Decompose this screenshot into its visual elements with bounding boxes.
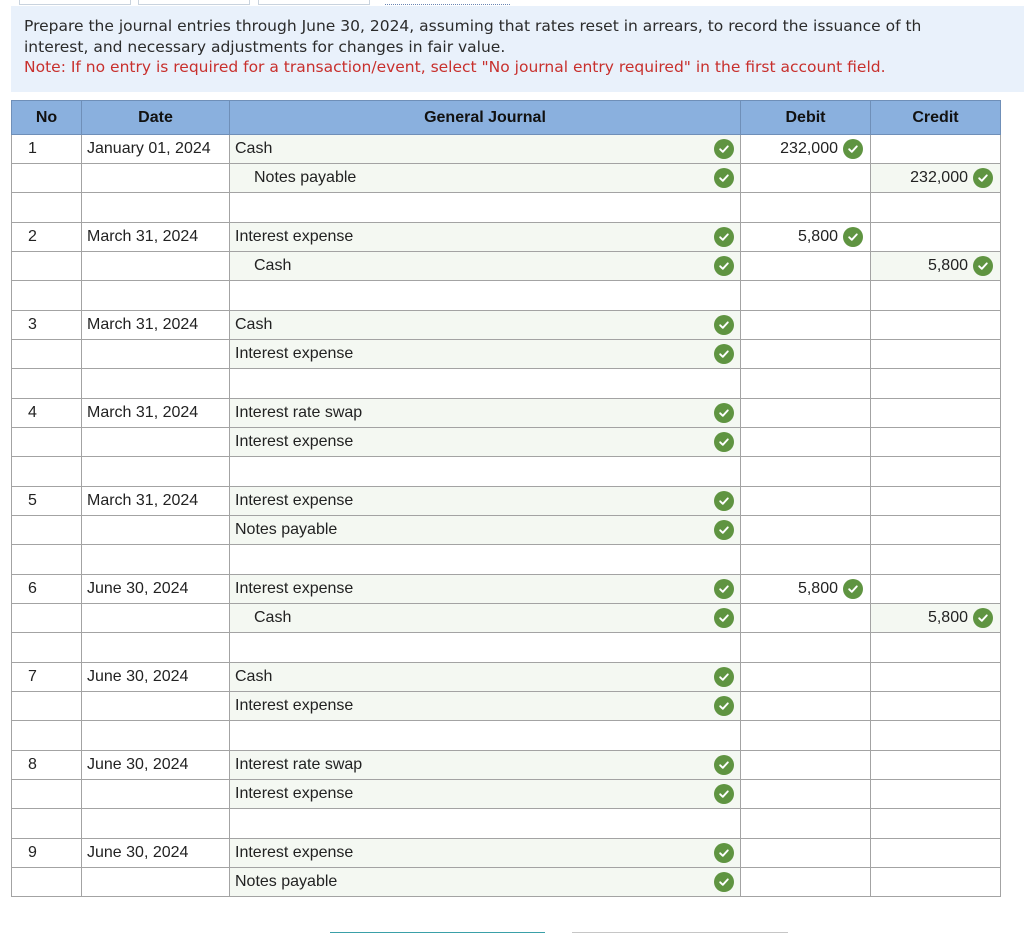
entry-number-empty bbox=[12, 340, 82, 369]
spacer-cell bbox=[12, 369, 82, 399]
entry-number-empty bbox=[12, 252, 82, 281]
account-select[interactable] bbox=[230, 868, 741, 897]
check-circle-icon bbox=[714, 872, 734, 892]
entry-date-empty bbox=[82, 868, 230, 897]
top-tab[interactable] bbox=[138, 0, 250, 5]
journal-row bbox=[12, 663, 1001, 692]
account-select[interactable] bbox=[230, 663, 741, 692]
spacer-cell bbox=[82, 369, 230, 399]
spacer-cell bbox=[871, 633, 1001, 663]
spacer-cell bbox=[741, 193, 871, 223]
credit-input[interactable] bbox=[871, 575, 1001, 604]
instruction-note: Note: If no entry is required for a transaction/event, select "No journal entry required" in the first account field. bbox=[24, 58, 886, 76]
check-circle-icon bbox=[843, 579, 863, 599]
journal-table bbox=[11, 100, 1001, 897]
credit-input[interactable] bbox=[871, 223, 1001, 252]
journal-row bbox=[12, 399, 1001, 428]
bottom-button-right[interactable] bbox=[572, 932, 788, 936]
journal-row bbox=[12, 428, 1001, 457]
spacer-cell bbox=[12, 721, 82, 751]
spacer-cell bbox=[230, 545, 741, 575]
account-select[interactable] bbox=[230, 575, 741, 604]
journal-row bbox=[12, 780, 1001, 809]
entry-number: 1 bbox=[12, 135, 82, 164]
credit-input[interactable] bbox=[871, 868, 1001, 897]
debit-input[interactable] bbox=[741, 164, 871, 193]
entry-number: 5 bbox=[12, 487, 82, 516]
account-name: Notes payable bbox=[235, 521, 338, 538]
journal-row bbox=[12, 868, 1001, 897]
entry-date[interactable]: June 30, 2024 bbox=[82, 839, 230, 868]
check-circle-icon bbox=[714, 843, 734, 863]
journal-row bbox=[12, 751, 1001, 780]
journal-row-spacer bbox=[12, 721, 1001, 751]
journal-row-spacer bbox=[12, 545, 1001, 575]
entry-date[interactable]: March 31, 2024 bbox=[82, 487, 230, 516]
header-date: Date bbox=[82, 101, 230, 135]
debit-input[interactable] bbox=[741, 311, 871, 340]
account-name: Interest expense bbox=[235, 580, 354, 597]
spacer-cell bbox=[82, 721, 230, 751]
account-name: Interest rate swap bbox=[235, 756, 363, 773]
credit-input[interactable] bbox=[871, 839, 1001, 868]
journal-row-spacer bbox=[12, 369, 1001, 399]
spacer-cell bbox=[741, 369, 871, 399]
bottom-button-left[interactable] bbox=[330, 932, 545, 936]
account-name: Cash bbox=[254, 609, 292, 626]
spacer-cell bbox=[871, 369, 1001, 399]
entry-number-empty bbox=[12, 164, 82, 193]
check-circle-icon bbox=[714, 784, 734, 804]
credit-input[interactable] bbox=[871, 311, 1001, 340]
account-name: Notes payable bbox=[254, 169, 357, 186]
spacer-cell bbox=[82, 193, 230, 223]
account-name: Interest expense bbox=[235, 697, 354, 714]
spacer-cell bbox=[230, 809, 741, 839]
debit-input[interactable] bbox=[741, 663, 871, 692]
spacer-cell bbox=[12, 281, 82, 311]
spacer-cell bbox=[230, 721, 741, 751]
entry-number-empty bbox=[12, 604, 82, 633]
journal-row-spacer bbox=[12, 193, 1001, 223]
spacer-cell bbox=[741, 721, 871, 751]
credit-input[interactable] bbox=[871, 604, 1001, 633]
entry-date[interactable]: June 30, 2024 bbox=[82, 751, 230, 780]
account-name: Interest expense bbox=[235, 492, 354, 509]
debit-input[interactable] bbox=[741, 399, 871, 428]
entry-date-empty bbox=[82, 252, 230, 281]
account-select[interactable] bbox=[230, 311, 741, 340]
credit-input[interactable] bbox=[871, 135, 1001, 164]
account-name: Cash bbox=[235, 316, 273, 333]
entry-number: 6 bbox=[12, 575, 82, 604]
journal-row bbox=[12, 487, 1001, 516]
spacer-cell bbox=[230, 193, 741, 223]
check-circle-icon bbox=[714, 579, 734, 599]
debit-value: 5,800 bbox=[797, 580, 838, 597]
entry-date[interactable]: March 31, 2024 bbox=[82, 223, 230, 252]
credit-input[interactable] bbox=[871, 399, 1001, 428]
credit-value: 5,800 bbox=[927, 609, 968, 626]
check-circle-icon bbox=[714, 755, 734, 775]
check-circle-icon bbox=[714, 608, 734, 628]
journal-header-row bbox=[12, 101, 1001, 135]
credit-value: 5,800 bbox=[927, 257, 968, 274]
spacer-cell bbox=[741, 633, 871, 663]
spacer-cell bbox=[230, 281, 741, 311]
entry-number-empty bbox=[12, 516, 82, 545]
check-circle-icon bbox=[714, 696, 734, 716]
credit-input[interactable] bbox=[871, 751, 1001, 780]
entry-number-empty bbox=[12, 780, 82, 809]
credit-input[interactable] bbox=[871, 428, 1001, 457]
journal-row bbox=[12, 252, 1001, 281]
journal-row bbox=[12, 604, 1001, 633]
account-select[interactable] bbox=[230, 223, 741, 252]
journal-row bbox=[12, 340, 1001, 369]
debit-input[interactable] bbox=[741, 692, 871, 721]
spacer-cell bbox=[871, 721, 1001, 751]
account-select[interactable] bbox=[230, 487, 741, 516]
entry-number: 8 bbox=[12, 751, 82, 780]
account-name: Interest expense bbox=[235, 345, 354, 362]
top-tab[interactable] bbox=[19, 0, 131, 5]
instruction-line-1: Prepare the journal entries through June 30, 2024, assuming that rates reset in arrears, to record the issuance of th bbox=[24, 17, 922, 35]
journal-row bbox=[12, 839, 1001, 868]
entry-date-empty bbox=[82, 692, 230, 721]
entry-number-empty bbox=[12, 692, 82, 721]
entry-number-empty bbox=[12, 868, 82, 897]
debit-input[interactable] bbox=[741, 223, 871, 252]
journal-row-spacer bbox=[12, 281, 1001, 311]
spacer-cell bbox=[230, 457, 741, 487]
instruction-line-2: interest, and necessary adjustments for changes in fair value. bbox=[24, 37, 506, 56]
account-select[interactable] bbox=[230, 516, 741, 545]
header-general-journal: General Journal bbox=[230, 101, 741, 135]
account-name: Cash bbox=[235, 668, 273, 685]
check-circle-icon bbox=[973, 256, 993, 276]
spacer-cell bbox=[741, 457, 871, 487]
entry-date[interactable]: January 01, 2024 bbox=[82, 135, 230, 164]
journal-row-spacer bbox=[12, 633, 1001, 663]
spacer-cell bbox=[871, 809, 1001, 839]
entry-date[interactable]: June 30, 2024 bbox=[82, 575, 230, 604]
check-circle-icon bbox=[714, 168, 734, 188]
entry-number: 7 bbox=[12, 663, 82, 692]
entry-number: 2 bbox=[12, 223, 82, 252]
check-circle-icon bbox=[714, 667, 734, 687]
debit-input[interactable] bbox=[741, 575, 871, 604]
account-select[interactable] bbox=[230, 604, 741, 633]
account-name: Interest rate swap bbox=[235, 404, 363, 421]
entry-date-empty bbox=[82, 340, 230, 369]
debit-input[interactable] bbox=[741, 780, 871, 809]
spacer-cell bbox=[12, 457, 82, 487]
credit-input[interactable] bbox=[871, 780, 1001, 809]
check-circle-icon bbox=[843, 139, 863, 159]
journal-row bbox=[12, 223, 1001, 252]
account-name: Notes payable bbox=[235, 873, 338, 890]
credit-input[interactable] bbox=[871, 487, 1001, 516]
check-circle-icon bbox=[714, 432, 734, 452]
check-circle-icon bbox=[714, 227, 734, 247]
credit-input[interactable] bbox=[871, 692, 1001, 721]
top-tab-dotted bbox=[385, 0, 510, 5]
debit-input[interactable] bbox=[741, 340, 871, 369]
account-select[interactable] bbox=[230, 164, 741, 193]
spacer-cell bbox=[12, 633, 82, 663]
debit-input[interactable] bbox=[741, 487, 871, 516]
debit-input[interactable] bbox=[741, 868, 871, 897]
spacer-cell bbox=[871, 193, 1001, 223]
check-circle-icon bbox=[843, 227, 863, 247]
spacer-cell bbox=[82, 633, 230, 663]
spacer-cell bbox=[871, 457, 1001, 487]
entry-number: 9 bbox=[12, 839, 82, 868]
credit-input[interactable] bbox=[871, 340, 1001, 369]
entry-date[interactable]: March 31, 2024 bbox=[82, 311, 230, 340]
entry-date[interactable]: June 30, 2024 bbox=[82, 663, 230, 692]
spacer-cell bbox=[82, 457, 230, 487]
journal-row-spacer bbox=[12, 809, 1001, 839]
spacer-cell bbox=[741, 545, 871, 575]
debit-input[interactable] bbox=[741, 252, 871, 281]
account-name: Interest expense bbox=[235, 433, 354, 450]
journal-row bbox=[12, 164, 1001, 193]
entry-number: 4 bbox=[12, 399, 82, 428]
account-select[interactable] bbox=[230, 780, 741, 809]
check-circle-icon bbox=[714, 403, 734, 423]
entry-date-empty bbox=[82, 516, 230, 545]
check-circle-icon bbox=[714, 491, 734, 511]
spacer-cell bbox=[230, 633, 741, 663]
account-select[interactable] bbox=[230, 135, 741, 164]
spacer-cell bbox=[230, 369, 741, 399]
top-tab[interactable] bbox=[258, 0, 370, 5]
credit-input[interactable] bbox=[871, 252, 1001, 281]
account-select[interactable] bbox=[230, 399, 741, 428]
spacer-cell bbox=[82, 545, 230, 575]
check-circle-icon bbox=[714, 520, 734, 540]
account-select[interactable] bbox=[230, 692, 741, 721]
account-name: Cash bbox=[254, 257, 292, 274]
account-name: Interest expense bbox=[235, 228, 354, 245]
debit-input[interactable] bbox=[741, 516, 871, 545]
spacer-cell bbox=[741, 281, 871, 311]
spacer-cell bbox=[871, 281, 1001, 311]
credit-input[interactable] bbox=[871, 663, 1001, 692]
account-select[interactable] bbox=[230, 751, 741, 780]
spacer-cell bbox=[871, 545, 1001, 575]
entry-date-empty bbox=[82, 604, 230, 633]
journal-row bbox=[12, 692, 1001, 721]
spacer-cell bbox=[82, 809, 230, 839]
debit-value: 5,800 bbox=[797, 228, 838, 245]
credit-input[interactable] bbox=[871, 516, 1001, 545]
debit-input[interactable] bbox=[741, 428, 871, 457]
account-select[interactable] bbox=[230, 839, 741, 868]
debit-input[interactable] bbox=[741, 751, 871, 780]
journal-body bbox=[12, 135, 1001, 897]
credit-input[interactable] bbox=[871, 164, 1001, 193]
debit-input[interactable] bbox=[741, 135, 871, 164]
entry-date-empty bbox=[82, 164, 230, 193]
entry-date-empty bbox=[82, 780, 230, 809]
entry-date[interactable]: March 31, 2024 bbox=[82, 399, 230, 428]
entry-number-empty bbox=[12, 428, 82, 457]
check-circle-icon bbox=[714, 139, 734, 159]
journal-row-spacer bbox=[12, 457, 1001, 487]
credit-value: 232,000 bbox=[910, 169, 968, 186]
check-circle-icon bbox=[714, 315, 734, 335]
account-name: Cash bbox=[235, 140, 273, 157]
check-circle-icon bbox=[714, 344, 734, 364]
spacer-cell bbox=[12, 809, 82, 839]
instructions-panel bbox=[11, 6, 1024, 92]
account-name: Interest expense bbox=[235, 785, 354, 802]
entry-number: 3 bbox=[12, 311, 82, 340]
header-credit: Credit bbox=[871, 101, 1001, 135]
entry-date-empty bbox=[82, 428, 230, 457]
account-select[interactable] bbox=[230, 340, 741, 369]
spacer-cell bbox=[82, 281, 230, 311]
account-name: Interest expense bbox=[235, 844, 354, 861]
spacer-cell bbox=[12, 193, 82, 223]
debit-input[interactable] bbox=[741, 839, 871, 868]
debit-value: 232,000 bbox=[780, 140, 838, 157]
header-no: No bbox=[12, 101, 82, 135]
header-debit: Debit bbox=[741, 101, 871, 135]
debit-input[interactable] bbox=[741, 604, 871, 633]
check-circle-icon bbox=[714, 256, 734, 276]
check-circle-icon bbox=[973, 168, 993, 188]
spacer-cell bbox=[741, 809, 871, 839]
journal-row bbox=[12, 311, 1001, 340]
account-select[interactable] bbox=[230, 252, 741, 281]
journal-row bbox=[12, 516, 1001, 545]
journal-row bbox=[12, 575, 1001, 604]
spacer-cell bbox=[12, 545, 82, 575]
journal-row bbox=[12, 135, 1001, 164]
account-select[interactable] bbox=[230, 428, 741, 457]
check-circle-icon bbox=[973, 608, 993, 628]
